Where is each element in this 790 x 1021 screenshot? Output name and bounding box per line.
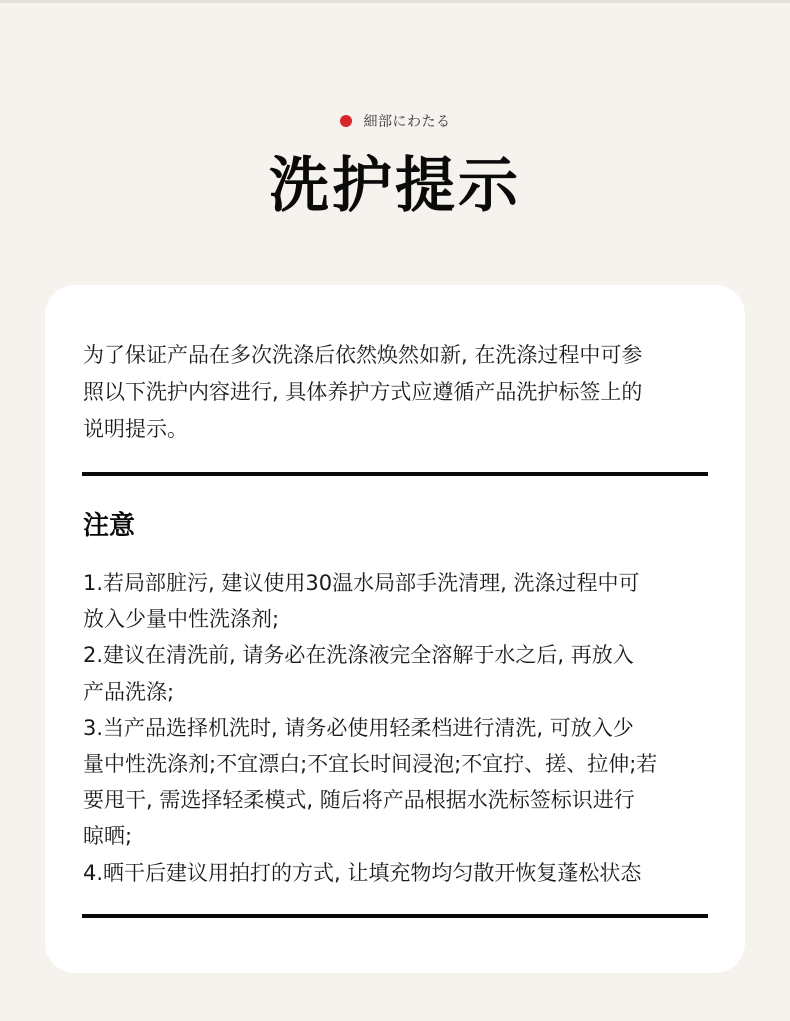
note-line: 3.当产品选择机洗时, 请务必使用轻柔档进行清洗, 可放入少: [83, 715, 634, 740]
notes-list: [83, 565, 713, 891]
note-line: 1.若局部脏污, 建议使用30温水局部手洗清理, 洗涤过程中可: [83, 571, 640, 595]
intro-paragraph: [83, 337, 713, 448]
note-line: 4.晒干后建议用拍打的方式, 让填充物均匀散开恢复蓬松状态: [83, 860, 642, 885]
header-tag-text: 細部にわたる: [363, 114, 451, 130]
note-line: 量中性洗涤剂;不宜漂白;不宜长时间浸泡;不宜拧、搓、拉伸;若: [83, 752, 658, 777]
intro-line: 照以下洗护内容进行, 具体养护方式应遵循产品洗护标签上的: [83, 380, 643, 404]
care-instructions-card: [45, 285, 745, 973]
note-line: 要甩干, 需选择轻柔模式, 随后将产品根据水洗标签标识进行: [83, 788, 635, 813]
divider-bottom: [82, 914, 708, 918]
note-line: 放入少量中性洗涤剂;: [83, 607, 280, 632]
header-tag: [0, 111, 790, 131]
note-line: 产品洗涤;: [83, 679, 175, 704]
intro-line: 为了保证产品在多次洗涤后依然焕然如新, 在洗涤过程中可参: [83, 343, 643, 367]
notes-title: 注意: [83, 511, 136, 541]
red-dot-icon: [340, 115, 352, 127]
divider-top: [82, 472, 708, 476]
top-divider: [0, 0, 790, 3]
note-line: 晾晒;: [83, 824, 133, 849]
intro-line: 说明提示。: [83, 417, 188, 441]
page-title: 洗护提示: [269, 151, 521, 221]
note-line: 2.建议在清洗前, 请务必在洗涤液完全溶解于水之后, 再放入: [83, 643, 634, 668]
